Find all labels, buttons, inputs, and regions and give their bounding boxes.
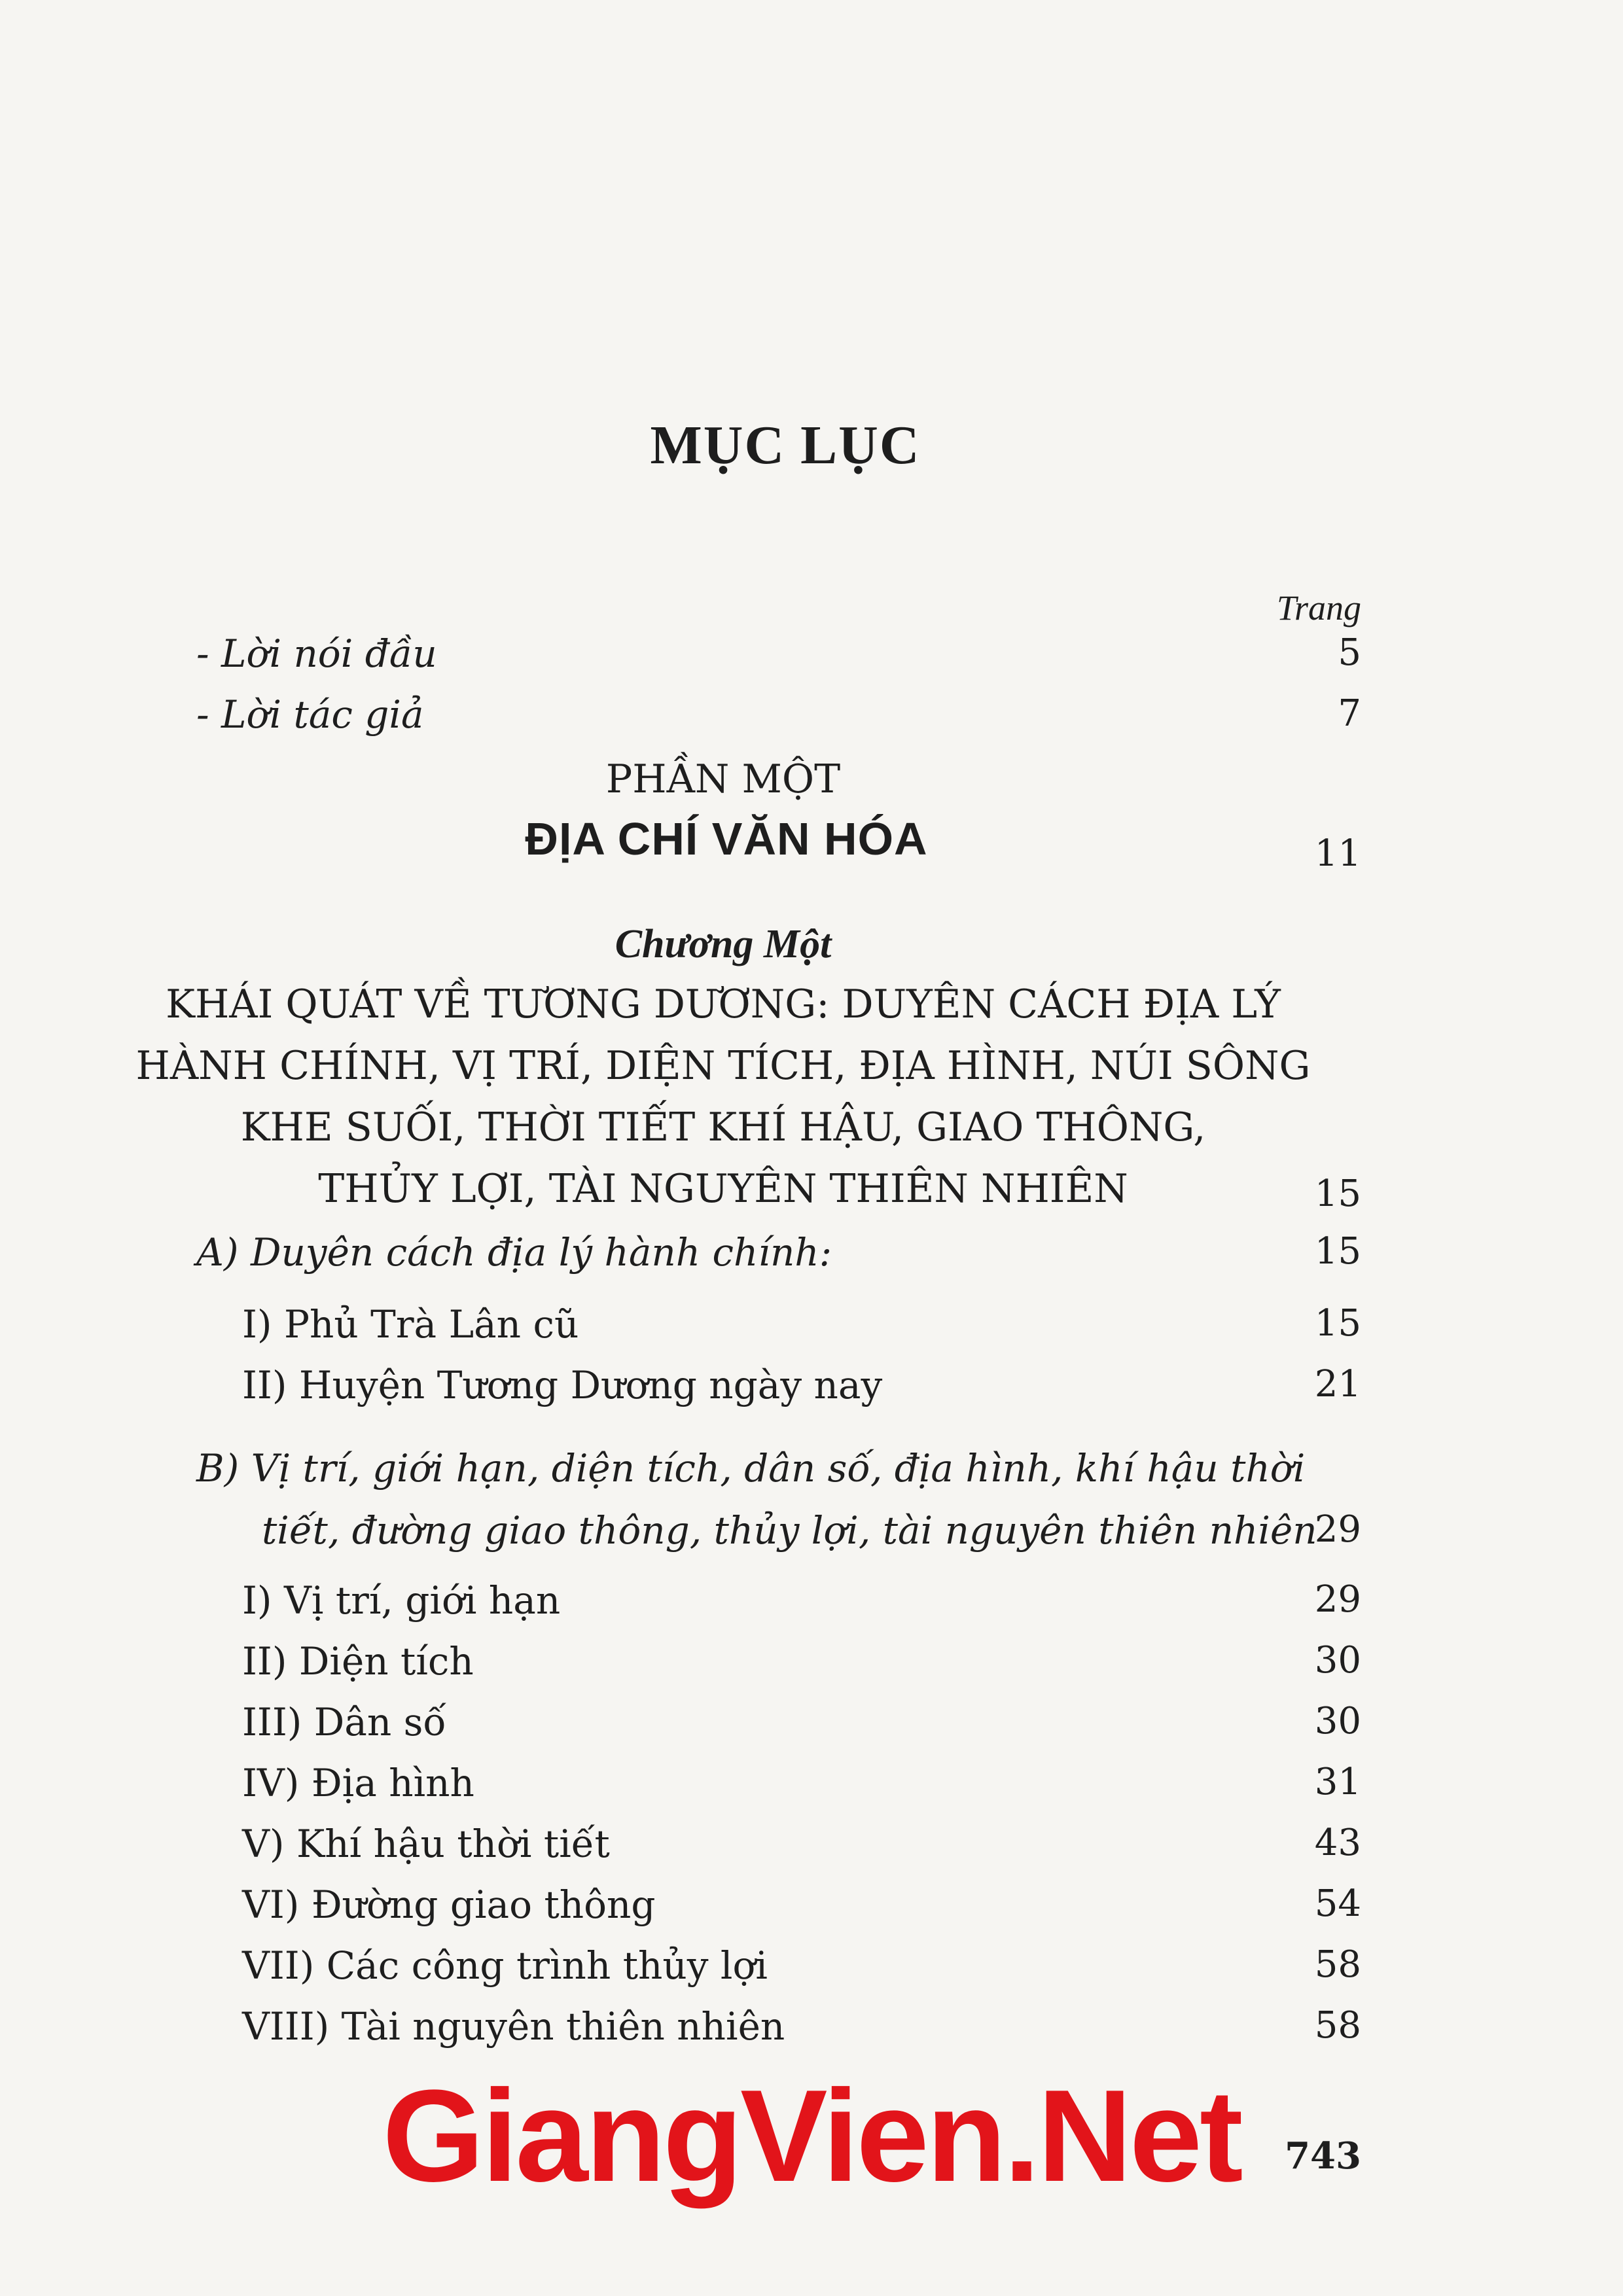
toc-entry-page: 29: [1314, 1578, 1361, 1621]
toc-entry-page: 7: [1338, 692, 1361, 735]
toc-entry: [0, 1882, 1623, 1941]
toc-entry-label: V) Khí hậu thời tiết: [242, 1822, 610, 1866]
part-label: PHẦN MỘT: [605, 756, 841, 802]
section-heading-page: 29: [1314, 1508, 1361, 1551]
toc-entry: [0, 1943, 1623, 2002]
part-title: ĐỊA CHÍ VĂN HÓA: [525, 813, 928, 864]
section-heading: [0, 1508, 1623, 1567]
toc-entry-page: 15: [1314, 1302, 1361, 1345]
toc-entry: [0, 1822, 1623, 1881]
toc-entry-page: 21: [1314, 1363, 1361, 1405]
toc-entry-label: VI) Đường giao thông: [242, 1882, 656, 1927]
toc-entry-page: 31: [1314, 1761, 1361, 1803]
chapter-title-line: HÀNH CHÍNH, VỊ TRÍ, DIỆN TÍCH, ĐỊA HÌNH, NÚI SÔNG: [135, 1043, 1311, 1089]
section-heading-label: B) Vị trí, giới hạn, diện tích, dân số, địa hình, khí hậu thời: [196, 1446, 1306, 1491]
toc-entry-label: - Lời nói đầu: [196, 631, 437, 676]
page-title: MỤC LỤC: [650, 415, 921, 476]
section-heading: [0, 1230, 1623, 1289]
toc-entry-label: III) Dân số: [242, 1700, 446, 1744]
toc-entry: [0, 692, 1623, 751]
toc-entry-label: VIII) Tài nguyên thiên nhiên: [242, 2004, 785, 2049]
toc-entry: [0, 1639, 1623, 1698]
chapter-title-line: KHE SUỐI, THỜI TIẾT KHÍ HẬU, GIAO THÔNG,: [240, 1104, 1206, 1150]
chapter-page: 15: [1314, 1173, 1361, 1215]
part-page: 11: [1314, 832, 1361, 875]
page-column-label: Trang: [1276, 588, 1361, 627]
page-number: 743: [1285, 2134, 1361, 2178]
toc-entry: [0, 2004, 1623, 2063]
toc-entry-page: 5: [1338, 631, 1361, 674]
chapter-title-line: THỦY LỢI, TÀI NGUYÊN THIÊN NHIÊN: [318, 1166, 1128, 1212]
toc-entry-page: 30: [1314, 1639, 1361, 1682]
watermark: GiangVien.Net: [382, 2063, 1241, 2209]
toc-entry: [0, 631, 1623, 690]
section-heading-page: 15: [1314, 1230, 1361, 1273]
toc-entry-page: 30: [1314, 1700, 1361, 1742]
section-heading: [0, 1446, 1623, 1505]
chapter-title-line: KHÁI QUÁT VỀ TƯƠNG DƯƠNG: DUYÊN CÁCH ĐỊA LÝ: [166, 981, 1281, 1027]
toc-entry-label: II) Diện tích: [242, 1639, 474, 1684]
chapter-label: Chương Một: [615, 922, 832, 966]
toc-entry: [0, 1700, 1623, 1759]
toc-entry: [0, 1363, 1623, 1422]
toc-entry: [0, 1761, 1623, 1820]
toc-entry-page: 54: [1314, 1882, 1361, 1925]
toc-entry-label: IV) Địa hình: [242, 1761, 474, 1805]
toc-entry: [0, 1302, 1623, 1361]
toc-entry-label: II) Huyện Tương Dương ngày nay: [242, 1363, 883, 1407]
toc-entry-page: 43: [1314, 1822, 1361, 1864]
toc-entry-page: 58: [1314, 2004, 1361, 2047]
toc-entry-label: VII) Các công trình thủy lợi: [242, 1943, 768, 1988]
toc-entry-label: I) Vị trí, giới hạn: [242, 1578, 561, 1623]
section-heading-label: A) Duyên cách địa lý hành chính:: [196, 1230, 832, 1275]
toc-entry-label: I) Phủ Trà Lân cũ: [242, 1302, 579, 1347]
section-heading-label: tiết, đường giao thông, thủy lợi, tài nguyên thiên nhiên: [262, 1508, 1317, 1553]
toc-entry-label: - Lời tác giả: [196, 692, 424, 737]
toc-entry: [0, 1578, 1623, 1637]
toc-entry-page: 58: [1314, 1943, 1361, 1986]
